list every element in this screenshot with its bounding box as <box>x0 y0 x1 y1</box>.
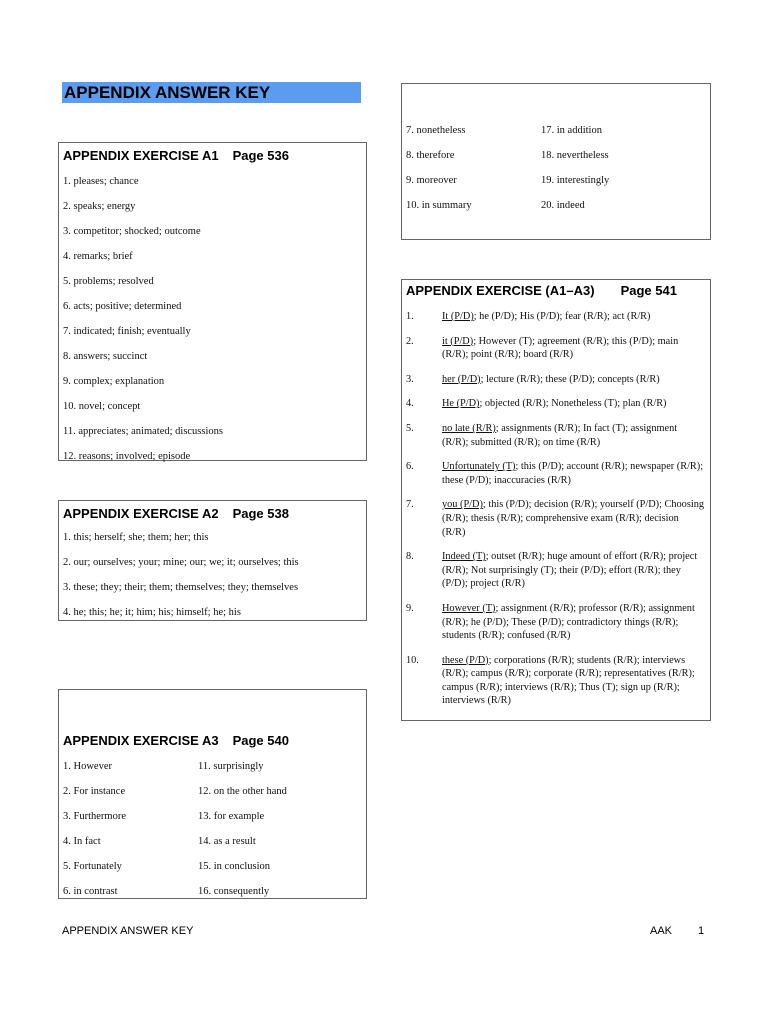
exercise-a2-page: Page 538 <box>232 506 289 521</box>
answer-number: 10. <box>406 654 419 666</box>
answer-item: 17. in addition <box>541 125 602 136</box>
answer-text <box>442 335 704 362</box>
answer-item: 3. Furthermore <box>63 811 126 822</box>
answer-number: 7. <box>406 499 414 511</box>
answer-item: 2. speaks; energy <box>63 201 136 212</box>
answer-item: 1. pleases; chance <box>63 176 139 187</box>
exercise-a2-heading <box>63 506 289 521</box>
answer-row <box>63 810 362 835</box>
answer-item <box>406 498 704 539</box>
answer-number: 4. <box>406 398 414 410</box>
answer-rest: ; assignment (R/R); professor (R/R); assignment (R/R); he (P/D); These (P/D); contradictory things (R/R); students (R/R); confused (R/R) <box>442 602 695 642</box>
answer-row <box>63 835 362 860</box>
answer-item: 10. in summary <box>406 200 472 211</box>
answer-item: 15. in conclusion <box>198 861 271 872</box>
answer-item: 1. this; herself; she; them; her; this <box>63 532 209 543</box>
answer-text <box>442 397 704 411</box>
answer-underlined: Indeed (T) <box>442 551 486 563</box>
answer-item: 6. acts; positive; determined <box>63 301 182 312</box>
answer-item: 3. these; they; their; them; themselves; they; themselves <box>63 582 299 593</box>
answer-item <box>406 373 704 387</box>
answer-underlined: no late (R/R) <box>442 422 496 434</box>
answer-underlined: Unfortunately (T) <box>442 461 516 473</box>
answer-number: 2. <box>406 335 414 347</box>
answer-text <box>442 460 704 487</box>
answer-item: 16. consequently <box>198 886 270 897</box>
answer-text <box>442 550 704 591</box>
answer-rest: ; assignments (R/R); In fact (T); assignment (R/R); submitted (R/R); on time (R/R) <box>442 422 678 448</box>
answer-item <box>406 335 704 362</box>
answer-item: 20. indeed <box>541 200 585 211</box>
exercise-a1-a3-heading <box>406 283 677 298</box>
answer-item: 4. In fact <box>63 836 101 847</box>
answer-item <box>406 602 704 643</box>
exercise-a3-box <box>58 689 367 899</box>
answer-underlined: it (P/D) <box>442 335 474 347</box>
answer-item: 11. appreciates; animated; discussions <box>63 426 223 437</box>
answer-item <box>406 310 704 324</box>
answer-item: 5. problems; resolved <box>63 276 154 287</box>
answer-number: 3. <box>406 373 414 385</box>
answer-item: 8. answers; succinct <box>63 351 148 362</box>
answer-row <box>406 149 706 174</box>
answer-rest: ; lecture (R/R); these (P/D); concepts (R/R) <box>480 373 660 385</box>
answer-item <box>406 422 704 449</box>
page-title: APPENDIX ANSWER KEY <box>62 82 361 103</box>
exercise-a1-box <box>58 142 367 461</box>
answer-row <box>63 860 362 885</box>
exercise-a3-page: Page 540 <box>232 733 289 748</box>
answer-item: 13. for example <box>198 811 265 822</box>
answer-item: 8. therefore <box>406 150 455 161</box>
exercise-a3-continued-box <box>401 83 711 240</box>
answer-number: 5. <box>406 422 414 434</box>
answer-underlined: her (P/D) <box>442 373 481 385</box>
answer-rest: ; this (P/D); account (R/R); newspaper (R/R); these (P/D); inaccuracies (R/R) <box>442 461 704 486</box>
answer-rest: ; he (P/D); His (P/D); fear (R/R); act (R/R) <box>473 311 651 322</box>
answer-item: 9. complex; explanation <box>63 376 165 387</box>
answer-item <box>406 460 704 487</box>
answer-item: 3. competitor; shocked; outcome <box>63 226 201 237</box>
answer-item: 12. reasons; involved; episode <box>63 451 191 462</box>
answer-row <box>406 124 706 149</box>
footer-title: APPENDIX ANSWER KEY <box>62 925 194 937</box>
exercise-a3-continued-list <box>406 124 706 224</box>
answer-number: 1. <box>406 311 414 322</box>
answer-row <box>406 174 706 199</box>
answer-item: 18. nevertheless <box>541 150 609 161</box>
exercise-a1-a3-box <box>401 279 711 721</box>
answer-text <box>442 602 704 643</box>
answer-item: 4. remarks; brief <box>63 251 133 262</box>
answer-item: 2. For instance <box>63 786 126 797</box>
answer-number: 8. <box>406 551 414 563</box>
answer-item: 7. indicated; finish; eventually <box>63 326 191 337</box>
answer-underlined: you (P/D) <box>442 499 483 511</box>
answer-item: 2. our; ourselves; your; mine; our; we; it; ourselves; this <box>63 557 299 568</box>
answer-rest: ; objected (R/R); Nonetheless (T); plan (R/R) <box>479 398 667 410</box>
answer-row <box>63 885 362 910</box>
answer-row <box>406 199 706 224</box>
answer-text <box>442 422 704 449</box>
answer-item <box>406 397 704 411</box>
answer-item: 11. surprisingly <box>198 761 264 772</box>
exercise-a3-heading <box>63 733 289 748</box>
answer-rest: ; However (T); agreement (R/R); this (P/D); main (R/R); point (R/R); board (R/R) <box>442 335 679 361</box>
answer-item: 19. interestingly <box>541 175 610 186</box>
footer-code: AAK <box>650 925 673 937</box>
answer-item: 12. on the other hand <box>198 786 287 797</box>
answer-rest: ; outset (R/R); huge amount of effort (R/R); project (R/R); Not surprisingly (T); their (P/D); effort (R/R); they (P/D); project (R/R) <box>442 551 698 590</box>
answer-item: 6. in contrast <box>63 886 118 897</box>
answer-underlined: these (P/D) <box>442 654 489 666</box>
answer-rest: ; corporations (R/R); students (R/R); interviews (R/R); campus (R/R); corporate (R/R); representatives (R/R); campus (R/R); interviews (R/R); Thus (T); sign up (R/R); interviews (R/R) <box>442 654 695 707</box>
exercise-a2-list <box>63 531 299 631</box>
answer-text <box>442 654 704 708</box>
exercise-a1-a3-title: APPENDIX EXERCISE (A1–A3) <box>406 283 595 298</box>
answer-row <box>63 785 362 810</box>
exercise-a1-a3-list <box>406 310 704 719</box>
footer-page-number: 1 <box>698 925 705 937</box>
answer-underlined: He (P/D) <box>442 398 480 410</box>
answer-item <box>406 654 704 708</box>
exercise-a1-list <box>63 175 223 475</box>
exercise-a1-a3-page: Page 541 <box>620 283 677 298</box>
exercise-a1-page: Page 536 <box>232 148 289 163</box>
exercise-a1-title: APPENDIX EXERCISE A1 <box>63 148 219 163</box>
answer-item: 10. novel; concept <box>63 401 141 412</box>
answer-row <box>63 760 362 785</box>
answer-text <box>442 498 704 539</box>
answer-number: 6. <box>406 461 414 473</box>
answer-item: 7. nonetheless <box>406 125 466 136</box>
answer-underlined: It (P/D) <box>442 311 474 322</box>
answer-item <box>406 550 704 591</box>
answer-item: 5. Fortunately <box>63 861 122 872</box>
answer-item: 4. he; this; he; it; him; his; himself; he; his <box>63 607 241 618</box>
exercise-a2-title: APPENDIX EXERCISE A2 <box>63 506 219 521</box>
exercise-a2-box <box>58 500 367 621</box>
answer-number: 9. <box>406 602 414 614</box>
answer-item: 9. moreover <box>406 175 457 186</box>
exercise-a3-list <box>63 760 362 910</box>
answer-item: 1. However <box>63 761 112 772</box>
answer-item: 14. as a result <box>198 836 256 847</box>
answer-underlined: However (T) <box>442 602 496 614</box>
exercise-a3-title: APPENDIX EXERCISE A3 <box>63 733 219 748</box>
answer-text <box>442 310 704 324</box>
exercise-a1-heading <box>63 148 289 163</box>
answer-rest: ; this (P/D); decision (R/R); yourself (P/D); Choosing (R/R); thesis (R/R); comprehensive exam (R/R); decision (R/R) <box>442 499 704 538</box>
answer-text <box>442 373 704 387</box>
